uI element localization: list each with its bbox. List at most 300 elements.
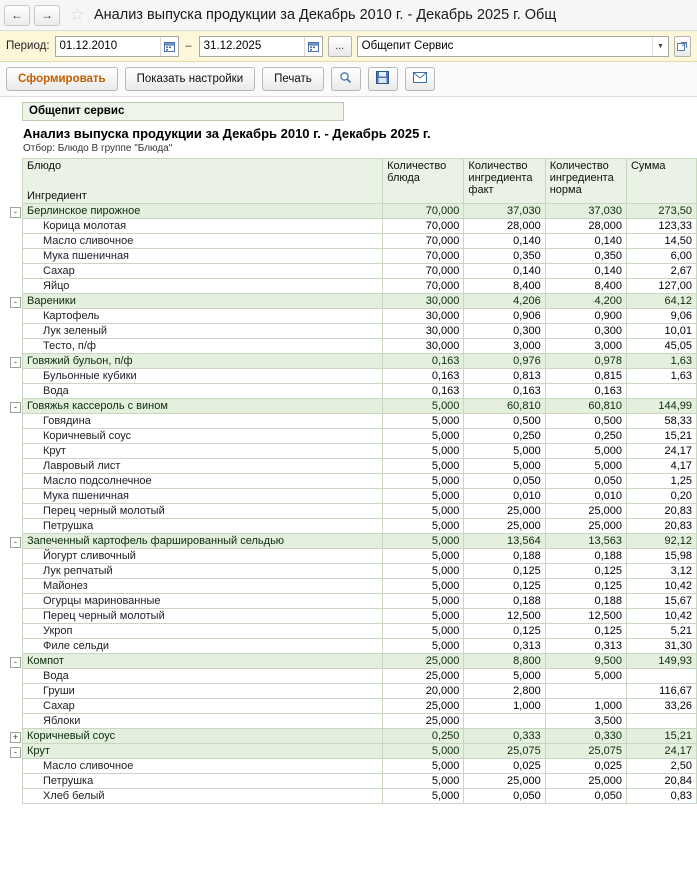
open-external-button[interactable]	[674, 36, 691, 57]
row-sum: 31,30	[626, 639, 696, 654]
col2-line2: ингредиента	[468, 172, 533, 184]
row-name-wrapper	[43, 775, 378, 787]
row-label: Груши	[43, 685, 75, 697]
row-ingredient-norm: 0,313	[545, 639, 626, 654]
row-name-wrapper	[43, 235, 378, 247]
row-name-wrapper	[43, 490, 378, 502]
row-label: Масло сливочное	[43, 235, 134, 247]
report-title: Анализ выпуска продукции за Декабрь 2010 г. - Декабрь 2025 г.	[23, 126, 431, 141]
row-sum: 24,17	[626, 444, 696, 459]
row-name-wrapper	[43, 430, 378, 442]
row-sum: 5,21	[626, 624, 696, 639]
row-name-cell	[23, 279, 383, 294]
column-header-name-line2: Ингредиент	[27, 190, 87, 202]
table-row[interactable]	[23, 429, 697, 444]
row-name-cell	[23, 624, 383, 639]
table-row[interactable]	[23, 699, 697, 714]
row-dish-qty: 5,000	[383, 609, 464, 624]
row-label: Крут	[43, 445, 66, 457]
row-name-cell	[14, 354, 383, 369]
table-group-row[interactable]	[23, 204, 697, 219]
row-name-cell	[14, 399, 383, 414]
row-dish-qty: 0,250	[383, 729, 464, 744]
row-name-wrapper	[14, 400, 378, 412]
row-ingredient-norm: 0,140	[545, 234, 626, 249]
row-label: Берлинское пирожное	[27, 205, 141, 217]
table-row[interactable]	[23, 369, 697, 384]
table-row[interactable]	[23, 264, 697, 279]
row-label: Яйцо	[43, 280, 70, 292]
col1-line2: блюда	[387, 172, 420, 184]
table-row[interactable]	[23, 279, 697, 294]
column-header-name[interactable]	[23, 159, 383, 204]
row-ingredient-norm: 0,010	[545, 489, 626, 504]
row-name-wrapper	[43, 715, 378, 727]
row-ingredient-norm: 0,188	[545, 549, 626, 564]
forward-button[interactable]	[34, 5, 60, 26]
row-name-cell	[23, 774, 383, 789]
row-ingredient-norm: 28,000	[545, 219, 626, 234]
chevron-down-icon[interactable]: ▼	[652, 37, 668, 56]
row-ingredient-norm: 25,000	[545, 519, 626, 534]
row-ingredient-norm: 0,140	[545, 264, 626, 279]
organization-combobox[interactable]	[357, 36, 669, 57]
row-label: Крут	[27, 745, 50, 757]
row-name-cell	[14, 654, 383, 669]
collapse-toggle-icon[interactable]: -	[10, 207, 21, 218]
row-ingredient-norm: 5,000	[545, 444, 626, 459]
row-label: Тесто, п/ф	[43, 340, 96, 352]
date-from-field[interactable]	[55, 36, 179, 57]
table-row[interactable]	[23, 249, 697, 264]
table-group-row[interactable]	[23, 399, 697, 414]
row-sum: 1,63	[626, 354, 696, 369]
row-label: Сахар	[43, 265, 75, 277]
table-group-row[interactable]	[23, 654, 697, 669]
row-ingredient-norm: 0,025	[545, 759, 626, 774]
row-sum: 15,67	[626, 594, 696, 609]
row-name-wrapper	[14, 745, 378, 757]
row-dish-qty: 70,000	[383, 249, 464, 264]
row-name-cell	[23, 669, 383, 684]
row-name-wrapper	[43, 670, 378, 682]
row-sum: 20,83	[626, 504, 696, 519]
col4-line1: Сумма	[630, 160, 666, 172]
row-sum: 123,33	[626, 219, 696, 234]
row-dish-qty: 5,000	[383, 474, 464, 489]
row-name-wrapper	[43, 595, 378, 607]
table-row[interactable]	[23, 324, 697, 339]
row-dish-qty: 25,000	[383, 699, 464, 714]
collapse-toggle-icon[interactable]: -	[10, 297, 21, 308]
row-label: Лук зеленый	[43, 325, 108, 337]
row-name-wrapper	[43, 385, 378, 397]
table-row[interactable]	[23, 579, 697, 594]
row-sum: 4,17	[626, 459, 696, 474]
date-to-field[interactable]	[199, 36, 323, 57]
row-dish-qty: 5,000	[383, 459, 464, 474]
row-name-wrapper	[43, 370, 378, 382]
action-toolbar	[0, 62, 697, 97]
row-ingredient-fact: 5,000	[464, 459, 545, 474]
table-row[interactable]	[23, 759, 697, 774]
row-dish-qty: 30,000	[383, 339, 464, 354]
row-ingredient-fact: 0,050	[464, 474, 545, 489]
row-name-cell	[23, 309, 383, 324]
collapse-toggle-icon[interactable]: -	[10, 357, 21, 368]
row-label: Перец черный молотый	[43, 610, 165, 622]
show-settings-button[interactable]: Показать настройки	[125, 67, 256, 91]
row-name-cell	[23, 789, 383, 804]
row-label: Коричневый соус	[43, 430, 132, 442]
table-row[interactable]	[23, 519, 697, 534]
row-sum: 10,01	[626, 324, 696, 339]
row-ingredient-norm: 1,000	[545, 699, 626, 714]
table-row[interactable]	[23, 669, 697, 684]
row-dish-qty: 5,000	[383, 639, 464, 654]
row-ingredient-fact: 0,350	[464, 249, 545, 264]
col2-line1: Количество	[468, 160, 528, 172]
table-group-row[interactable]	[23, 534, 697, 549]
window-titlebar	[0, 0, 697, 31]
row-name-cell	[12, 729, 383, 744]
mail-icon	[413, 72, 427, 86]
row-ingredient-norm: 0,330	[545, 729, 626, 744]
collapse-toggle-icon[interactable]: -	[10, 657, 21, 668]
row-ingredient-fact: 0,125	[464, 624, 545, 639]
calendar-icon[interactable]	[160, 37, 178, 56]
row-name-wrapper	[43, 265, 378, 277]
row-dish-qty: 5,000	[383, 744, 464, 759]
col1-line1: Количество	[387, 160, 447, 172]
table-row[interactable]	[23, 339, 697, 354]
row-ingredient-norm: 0,125	[545, 624, 626, 639]
table-row[interactable]	[23, 444, 697, 459]
period-label: Период:	[6, 40, 50, 52]
row-ingredient-norm	[545, 684, 626, 699]
row-dish-qty: 5,000	[383, 399, 464, 414]
row-dish-qty: 70,000	[383, 279, 464, 294]
back-button[interactable]	[4, 5, 30, 26]
collapse-toggle-icon[interactable]: -	[10, 402, 21, 413]
generate-button[interactable]: Сформировать	[6, 67, 118, 91]
row-name-cell	[23, 384, 383, 399]
table-row[interactable]	[23, 504, 697, 519]
row-ingredient-fact: 0,300	[464, 324, 545, 339]
search-button[interactable]	[331, 67, 361, 91]
row-name-wrapper	[14, 535, 378, 547]
row-ingredient-fact: 25,000	[464, 774, 545, 789]
row-ingredient-fact: 3,000	[464, 339, 545, 354]
row-ingredient-norm: 12,500	[545, 609, 626, 624]
row-name-cell	[23, 549, 383, 564]
row-name-wrapper	[43, 415, 378, 427]
col3-line3: норма	[549, 184, 582, 196]
row-sum: 2,67	[626, 264, 696, 279]
table-row[interactable]	[23, 564, 697, 579]
row-dish-qty: 5,000	[383, 489, 464, 504]
row-dish-qty: 5,000	[383, 414, 464, 429]
row-ingredient-fact: 0,500	[464, 414, 545, 429]
row-label: Перец черный молотый	[43, 505, 165, 517]
row-sum: 2,50	[626, 759, 696, 774]
row-dish-qty: 0,163	[383, 369, 464, 384]
row-name-cell	[23, 369, 383, 384]
row-name-wrapper	[43, 445, 378, 457]
row-label: Петрушка	[43, 520, 94, 532]
row-name-cell	[23, 324, 383, 339]
row-ingredient-fact: 0,140	[464, 234, 545, 249]
row-sum	[626, 714, 696, 729]
table-row[interactable]	[23, 309, 697, 324]
row-name-wrapper	[43, 250, 378, 262]
row-name-wrapper	[43, 280, 378, 292]
row-ingredient-fact: 5,000	[464, 444, 545, 459]
arrow-right-icon: →	[41, 8, 53, 22]
row-dish-qty: 30,000	[383, 309, 464, 324]
row-name-wrapper	[14, 655, 378, 667]
row-label: Бульонные кубики	[43, 370, 137, 382]
save-button[interactable]	[368, 67, 398, 91]
row-name-cell	[23, 579, 383, 594]
row-ingredient-fact: 0,140	[464, 264, 545, 279]
table-row[interactable]	[23, 774, 697, 789]
row-ingredient-fact: 25,075	[464, 744, 545, 759]
row-ingredient-fact: 0,125	[464, 579, 545, 594]
row-sum: 144,99	[626, 399, 696, 414]
table-row[interactable]	[23, 474, 697, 489]
table-group-row[interactable]	[23, 744, 697, 759]
row-ingredient-norm: 5,000	[545, 669, 626, 684]
row-sum: 10,42	[626, 579, 696, 594]
row-name-wrapper	[43, 565, 378, 577]
row-dish-qty: 5,000	[383, 444, 464, 459]
row-ingredient-fact: 0,333	[464, 729, 545, 744]
row-sum: 20,84	[626, 774, 696, 789]
row-ingredient-fact: 13,564	[464, 534, 545, 549]
row-name-wrapper	[43, 760, 378, 772]
row-ingredient-fact: 8,400	[464, 279, 545, 294]
organization-chip: Общепит сервис	[22, 102, 344, 121]
row-name-cell	[14, 204, 383, 219]
row-sum: 6,00	[626, 249, 696, 264]
table-row[interactable]	[23, 639, 697, 654]
period-select-button[interactable]: ...	[328, 36, 352, 57]
row-name-wrapper	[43, 610, 378, 622]
row-sum: 58,33	[626, 414, 696, 429]
table-row[interactable]	[23, 624, 697, 639]
page-title: Анализ выпуска продукции за Декабрь 2010 г. - Декабрь 2025 г. Общ	[94, 7, 557, 23]
row-label: Масло сливочное	[43, 760, 134, 772]
row-name-cell	[23, 429, 383, 444]
row-name-cell	[23, 414, 383, 429]
row-label: Майонез	[43, 580, 88, 592]
row-label: Петрушка	[43, 775, 94, 787]
row-sum: 33,26	[626, 699, 696, 714]
row-sum: 45,05	[626, 339, 696, 354]
row-ingredient-norm: 0,250	[545, 429, 626, 444]
row-label: Вареники	[27, 295, 76, 307]
row-ingredient-norm: 0,900	[545, 309, 626, 324]
table-row[interactable]	[23, 234, 697, 249]
row-ingredient-fact: 0,125	[464, 564, 545, 579]
row-name-cell	[23, 264, 383, 279]
collapse-toggle-icon[interactable]: -	[10, 747, 21, 758]
row-ingredient-fact: 0,188	[464, 549, 545, 564]
row-label: Корица молотая	[43, 220, 127, 232]
date-from-input[interactable]	[56, 37, 160, 56]
row-label: Сахар	[43, 700, 75, 712]
date-to-input[interactable]	[200, 37, 304, 56]
table-row[interactable]	[23, 414, 697, 429]
mail-button[interactable]	[405, 67, 435, 91]
row-ingredient-norm: 9,500	[545, 654, 626, 669]
row-ingredient-fact: 2,800	[464, 684, 545, 699]
row-ingredient-fact: 28,000	[464, 219, 545, 234]
row-name-cell	[23, 759, 383, 774]
row-dish-qty: 5,000	[383, 579, 464, 594]
row-label: Вода	[43, 385, 69, 397]
column-header-ingredient-norm[interactable]	[545, 159, 626, 204]
save-icon	[376, 71, 389, 87]
row-name-cell	[23, 339, 383, 354]
table-row[interactable]	[23, 459, 697, 474]
table-row[interactable]	[23, 594, 697, 609]
row-dish-qty: 25,000	[383, 714, 464, 729]
row-dish-qty: 30,000	[383, 324, 464, 339]
col2-line3: факт	[468, 184, 494, 196]
row-label: Филе сельди	[43, 640, 110, 652]
row-ingredient-norm: 13,563	[545, 534, 626, 549]
row-label: Говяжья кассероль с вином	[27, 400, 168, 412]
row-ingredient-fact: 0,813	[464, 369, 545, 384]
row-name-wrapper	[43, 790, 378, 802]
row-sum: 273,50	[626, 204, 696, 219]
row-label: Лук репчатый	[43, 565, 113, 577]
row-ingredient-norm: 25,000	[545, 774, 626, 789]
row-name-cell	[23, 249, 383, 264]
print-button[interactable]: Печать	[262, 67, 324, 91]
row-name-wrapper	[43, 325, 378, 337]
row-ingredient-fact: 5,000	[464, 669, 545, 684]
row-ingredient-fact	[464, 714, 545, 729]
row-ingredient-norm: 0,125	[545, 579, 626, 594]
table-header	[23, 159, 697, 204]
row-ingredient-norm: 25,000	[545, 504, 626, 519]
row-ingredient-norm: 0,350	[545, 249, 626, 264]
col3-line2: ингредиента	[549, 172, 614, 184]
row-ingredient-fact: 37,030	[464, 204, 545, 219]
row-name-cell	[23, 714, 383, 729]
row-sum: 64,12	[626, 294, 696, 309]
report-area	[0, 97, 697, 885]
table-row[interactable]	[23, 789, 697, 804]
expand-toggle-icon[interactable]: +	[10, 732, 21, 743]
row-name-cell	[23, 609, 383, 624]
row-label: Укроп	[43, 625, 73, 637]
row-sum: 1,25	[626, 474, 696, 489]
row-ingredient-fact: 4,206	[464, 294, 545, 309]
row-label: Лавровый лист	[43, 460, 121, 472]
row-ingredient-fact: 0,163	[464, 384, 545, 399]
report-filter: Отбор: Блюдо В группе "Блюда"	[23, 143, 173, 154]
arrow-left-icon: ←	[11, 8, 23, 22]
table-row[interactable]	[23, 384, 697, 399]
column-header-ingredient-fact[interactable]	[464, 159, 545, 204]
row-ingredient-fact: 0,025	[464, 759, 545, 774]
row-sum: 9,06	[626, 309, 696, 324]
row-name-cell	[23, 234, 383, 249]
row-label: Компот	[27, 655, 64, 667]
period-toolbar	[0, 31, 697, 62]
row-label: Говядина	[43, 415, 91, 427]
table-group-row[interactable]	[23, 294, 697, 309]
row-ingredient-fact: 0,906	[464, 309, 545, 324]
row-label: Йогурт сливочный	[43, 550, 136, 562]
row-label: Хлеб белый	[43, 790, 105, 802]
row-name-cell	[23, 459, 383, 474]
row-dish-qty: 0,163	[383, 354, 464, 369]
row-label: Мука пшеничная	[43, 250, 130, 262]
calendar-icon[interactable]	[304, 37, 322, 56]
table-row[interactable]	[23, 219, 697, 234]
star-icon[interactable]: ☆	[69, 5, 85, 24]
row-label: Запеченный картофель фаршированный сельдью	[27, 535, 285, 547]
row-name-wrapper	[43, 475, 378, 487]
row-ingredient-norm: 60,810	[545, 399, 626, 414]
row-ingredient-norm: 8,400	[545, 279, 626, 294]
row-name-cell	[23, 444, 383, 459]
row-name-cell	[14, 744, 383, 759]
row-label: Вода	[43, 670, 69, 682]
row-sum: 92,12	[626, 534, 696, 549]
table-row[interactable]	[23, 489, 697, 504]
table-row[interactable]	[23, 684, 697, 699]
col3-line1: Количество	[549, 160, 609, 172]
row-name-wrapper	[43, 460, 378, 472]
row-dish-qty: 70,000	[383, 219, 464, 234]
row-sum: 149,93	[626, 654, 696, 669]
row-dish-qty: 5,000	[383, 774, 464, 789]
row-ingredient-fact: 12,500	[464, 609, 545, 624]
row-name-cell	[23, 684, 383, 699]
row-sum: 14,50	[626, 234, 696, 249]
row-ingredient-fact: 0,010	[464, 489, 545, 504]
row-ingredient-norm: 5,000	[545, 459, 626, 474]
table-row[interactable]	[23, 549, 697, 564]
table-group-row[interactable]	[23, 354, 697, 369]
row-label: Огурцы маринованные	[43, 595, 161, 607]
row-name-cell	[14, 534, 383, 549]
row-ingredient-norm: 3,500	[545, 714, 626, 729]
column-header-dish-qty[interactable]	[383, 159, 464, 204]
row-dish-qty: 5,000	[383, 429, 464, 444]
table-row[interactable]	[23, 714, 697, 729]
row-sum: 0,20	[626, 489, 696, 504]
collapse-toggle-icon[interactable]: -	[10, 537, 21, 548]
row-ingredient-norm: 0,163	[545, 384, 626, 399]
row-dish-qty: 5,000	[383, 564, 464, 579]
row-ingredient-fact: 8,800	[464, 654, 545, 669]
row-name-cell	[23, 594, 383, 609]
period-dash: –	[185, 40, 192, 52]
row-dish-qty: 20,000	[383, 684, 464, 699]
table-row[interactable]	[23, 609, 697, 624]
column-header-sum[interactable]	[626, 159, 696, 204]
row-name-wrapper	[43, 520, 378, 532]
table-group-row[interactable]	[23, 729, 697, 744]
row-dish-qty: 5,000	[383, 594, 464, 609]
